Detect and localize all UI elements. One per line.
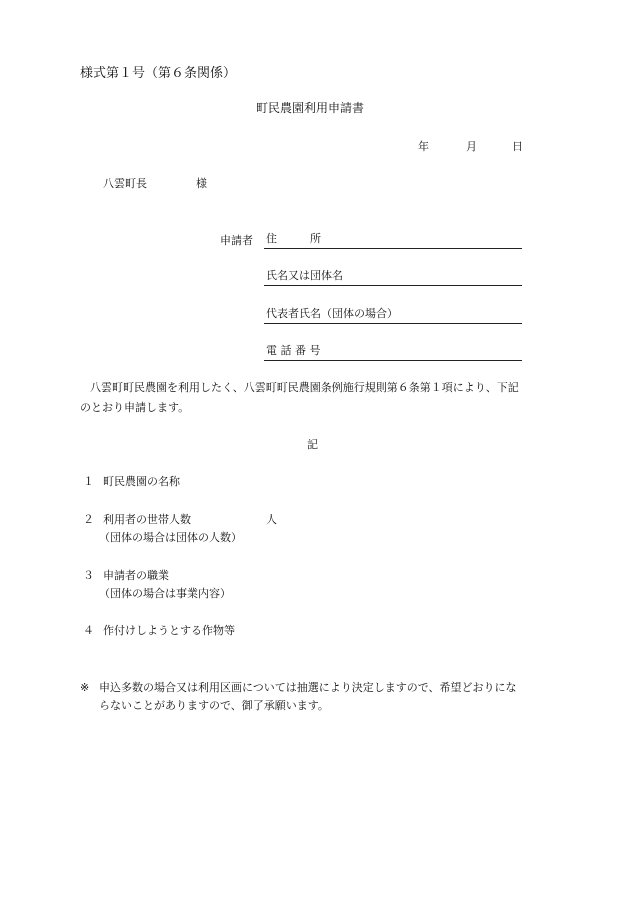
body-text-line2: のとおり申請します。 — [80, 401, 190, 414]
document-title: 町民農園利用申請書 — [256, 101, 365, 115]
note-mark: ※ — [80, 681, 90, 694]
item-unit-persons: 人 — [266, 513, 277, 526]
item-number: ４ — [83, 624, 94, 637]
item-sub-household-count: （団体の場合は団体の人数） — [99, 531, 242, 544]
address-label: 住 所 — [266, 231, 321, 245]
body-text-line1: 八雲町町民農園を利用したく、八雲町町民農園条例施行規則第６条第１項により、下記 — [90, 381, 519, 394]
item-number: １ — [83, 475, 94, 488]
name-or-group-label: 氏名又は団体名 — [266, 268, 343, 282]
addressee-honorific: 様 — [196, 177, 207, 190]
address-field[interactable] — [264, 230, 522, 249]
representative-name-field[interactable] — [264, 305, 522, 324]
note-text-line1: 申込多数の場合又は利用区画については抽選により決定しますので、希望どおりにな — [99, 681, 517, 694]
item-sub-occupation: （団体の場合は事業内容） — [99, 587, 231, 600]
note-text-line2: らないことがありますので、御了承願います。 — [99, 699, 329, 712]
item-number: ２ — [83, 513, 94, 526]
item-label-occupation: 申請者の職業 — [103, 569, 169, 582]
ki-heading: 記 — [307, 438, 318, 451]
phone-number-field[interactable] — [264, 342, 522, 361]
addressee-name: 八雲町長 — [103, 177, 147, 190]
item-label-household-count: 利用者の世帯人数 — [103, 513, 191, 526]
form-number: 様式第１号（第６条関係） — [80, 66, 237, 81]
date-day: 日 — [512, 140, 523, 153]
applicant-label: 申請者 — [220, 234, 253, 247]
item-number: ３ — [83, 569, 94, 582]
phone-number-label: 電 話 番 号 — [266, 343, 321, 357]
representative-name-label: 代表者氏名（団体の場合） — [266, 306, 398, 320]
date-month: 月 — [466, 140, 477, 153]
date-year: 年 — [418, 140, 429, 153]
item-label-garden-name: 町民農園の名称 — [103, 475, 180, 488]
name-or-group-field[interactable] — [264, 267, 522, 286]
item-label-crops: 作付けしようとする作物等 — [103, 624, 235, 637]
